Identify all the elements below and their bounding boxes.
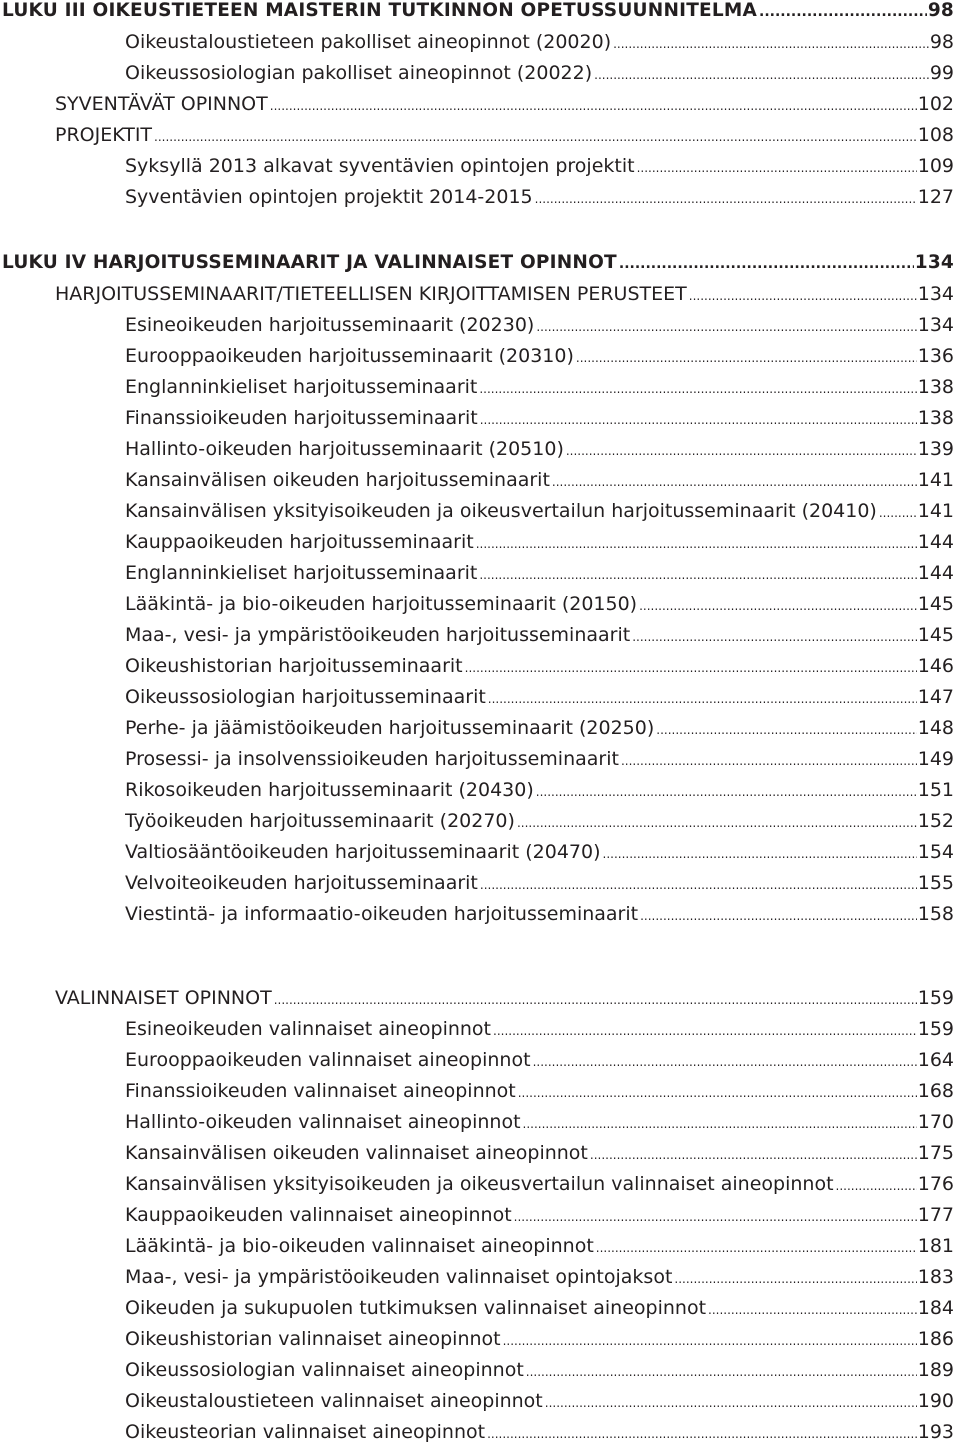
toc-entry-title: Hallinto-oikeuden valinnaiset aineopinnot: [125, 1111, 521, 1133]
toc-entry-page-number: 158: [917, 903, 954, 925]
toc-entry-title: Kansainvälisen oikeuden harjoitusseminaarit: [125, 469, 550, 491]
toc-entry-page-number: 190: [917, 1390, 954, 1412]
toc-entry[interactable]: [125, 748, 954, 779]
toc-entry-page-number: 177: [917, 1204, 954, 1226]
toc-entry-page-number: 144: [917, 562, 954, 584]
toc-entry[interactable]: [125, 438, 954, 469]
toc-entry-page-number: 183: [917, 1266, 954, 1288]
toc-entry-title: Englanninkieliset harjoitusseminaarit: [125, 376, 478, 398]
toc-entry-title: SYVENTÄVÄT OPINNOT: [55, 93, 268, 115]
toc-entry[interactable]: [125, 500, 954, 531]
toc-entry-title: Englanninkieliset harjoitusseminaarit: [125, 562, 478, 584]
toc-entry-title: Finanssioikeuden valinnaiset aineopinnot: [125, 1080, 516, 1102]
toc-entry[interactable]: [125, 1359, 954, 1390]
toc-entry-title: Lääkintä- ja bio-oikeuden harjoitusseminaarit (20150): [125, 593, 638, 615]
toc-entry-title: Oikeushistorian valinnaiset aineopinnot: [125, 1328, 501, 1350]
toc-entry-title: Eurooppaoikeuden valinnaiset aineopinnot: [125, 1049, 531, 1071]
dot-leader: [536, 785, 917, 799]
toc-entry-title: Perhe- ja jäämistöoikeuden harjoitusseminaarit (20250): [125, 717, 655, 739]
toc-entry-page-number: 155: [917, 872, 954, 894]
toc-entry-title: Kauppaoikeuden valinnaiset aineopinnot: [125, 1204, 512, 1226]
toc-entry[interactable]: [125, 314, 954, 345]
dot-leader: [759, 4, 927, 20]
dot-leader: [552, 475, 917, 489]
toc-entry-page-number: 151: [917, 779, 954, 801]
toc-entry[interactable]: [125, 1173, 954, 1204]
toc-entry-title: Maa-, vesi- ja ympäristöoikeuden harjoitusseminaarit: [125, 624, 631, 646]
toc-entry[interactable]: [125, 655, 954, 686]
toc-entry[interactable]: [125, 1204, 954, 1235]
toc-entry[interactable]: [125, 345, 954, 376]
toc-entry[interactable]: [125, 1018, 954, 1049]
toc-entry[interactable]: [125, 1390, 954, 1421]
toc-entry[interactable]: [125, 562, 954, 593]
dot-leader: [274, 993, 917, 1007]
toc-entry-page-number: 152: [917, 810, 954, 832]
toc-entry[interactable]: [125, 531, 954, 562]
toc-entry-title: Prosessi- ja insolvenssioikeuden harjoitusseminaarit: [125, 748, 619, 770]
toc-entry-page-number: 164: [917, 1049, 954, 1071]
toc-entry-page-number: 134: [917, 283, 954, 305]
toc-entry-page-number: 148: [917, 717, 954, 739]
dot-leader: [270, 99, 917, 113]
dot-leader: [480, 878, 917, 892]
toc-entry[interactable]: [125, 469, 954, 500]
dot-leader: [613, 37, 929, 51]
toc-entry-title: Esineoikeuden harjoitusseminaarit (20230): [125, 314, 535, 336]
toc-entry[interactable]: [125, 407, 954, 438]
dot-leader: [637, 161, 917, 175]
toc-entry-page-number: 170: [917, 1111, 954, 1133]
dot-leader: [566, 444, 917, 458]
toc-entry-page-number: 181: [917, 1235, 954, 1257]
toc-entry[interactable]: [125, 1328, 954, 1359]
dot-leader: [514, 1210, 917, 1224]
toc-entry-title: Kansainvälisen yksityisoikeuden ja oikeusvertailun harjoitusseminaarit (20410): [125, 500, 877, 522]
dot-leader: [545, 1396, 917, 1410]
toc-entry-page-number: 159: [917, 1018, 954, 1040]
toc-entry[interactable]: [125, 717, 954, 748]
toc-entry-page-number: 146: [917, 655, 954, 677]
toc-entry-title: Oikeustaloustieteen pakolliset aineopinnot (20020): [125, 31, 612, 53]
dot-leader: [689, 289, 917, 303]
toc-entry[interactable]: [125, 1049, 954, 1080]
dot-leader: [476, 537, 917, 551]
toc-entry-title: Kansainvälisen oikeuden valinnaiset aineopinnot: [125, 1142, 588, 1164]
toc-entry[interactable]: [125, 155, 954, 186]
toc-entry-page-number: 189: [917, 1359, 954, 1381]
toc-entry-title: Oikeussosiologian valinnaiset aineopinnot: [125, 1359, 524, 1381]
toc-entry[interactable]: [125, 376, 954, 407]
toc-entry[interactable]: [125, 31, 954, 62]
toc-entry-title: Kauppaoikeuden harjoitusseminaarit: [125, 531, 474, 553]
toc-entry[interactable]: [125, 903, 954, 934]
dot-leader: [603, 847, 917, 861]
toc-entry[interactable]: [125, 841, 954, 872]
dot-leader: [523, 1117, 917, 1131]
dot-leader: [480, 413, 917, 427]
dot-leader: [518, 1086, 917, 1100]
toc-entry[interactable]: [55, 93, 954, 124]
toc-entry[interactable]: [125, 62, 954, 93]
dot-leader: [879, 506, 917, 520]
toc-entry-title: PROJEKTIT: [55, 124, 153, 146]
toc-entry[interactable]: [125, 1235, 954, 1266]
toc-entry[interactable]: [2, 252, 954, 283]
toc-entry-page-number: 145: [917, 593, 954, 615]
dot-leader: [487, 1427, 917, 1441]
toc-entry-title: Eurooppaoikeuden harjoitusseminaarit (20310): [125, 345, 574, 367]
toc-entry-title: Työoikeuden harjoitusseminaarit (20270): [125, 810, 515, 832]
toc-entry-title: Lääkintä- ja bio-oikeuden valinnaiset aineopinnot: [125, 1235, 594, 1257]
toc-entry-page-number: 109: [917, 155, 954, 177]
toc-entry-title: Kansainvälisen yksityisoikeuden ja oikeusvertailun valinnaiset aineopinnot: [125, 1173, 834, 1195]
dot-leader: [533, 1055, 917, 1069]
toc-entry-title: Hallinto-oikeuden harjoitusseminaarit (20510): [125, 438, 564, 460]
toc-entry-page-number: 99: [929, 62, 954, 84]
dot-leader: [621, 754, 917, 768]
toc-entry-page-number: 108: [917, 124, 954, 146]
dot-leader: [619, 256, 914, 272]
toc-entry-title: LUKU III OIKEUSTIETEEN MAISTERIN TUTKINNON OPETUSSUUNNITELMA: [2, 0, 757, 21]
dot-leader: [640, 909, 917, 923]
toc-entry-title: Oikeussosiologian harjoitusseminaarit: [125, 686, 486, 708]
toc-entry-page-number: 98: [927, 0, 954, 21]
toc-entry-page-number: 102: [917, 93, 954, 115]
dot-leader: [594, 68, 929, 82]
toc-entry-page-number: 136: [917, 345, 954, 367]
dot-leader: [488, 692, 917, 706]
dot-leader: [836, 1179, 917, 1193]
toc-entry[interactable]: [125, 810, 954, 841]
dot-leader: [526, 1365, 917, 1379]
dot-leader: [517, 816, 917, 830]
toc-entry-title: Maa-, vesi- ja ympäristöoikeuden valinnaiset opintojaksot: [125, 1266, 673, 1288]
toc-entry-title: Esineoikeuden valinnaiset aineopinnot: [125, 1018, 492, 1040]
toc-entry-page-number: 141: [917, 500, 954, 522]
toc-entry-title: Viestintä- ja informaatio-oikeuden harjoitusseminaarit: [125, 903, 639, 925]
toc-entry-title: Syventävien opintojen projektit 2014-2015: [125, 186, 533, 208]
dot-leader: [536, 320, 916, 334]
toc-entry-page-number: 127: [917, 186, 954, 208]
toc-entry-page-number: 175: [917, 1142, 954, 1164]
toc-entry-page-number: 186: [917, 1328, 954, 1350]
toc-entry-page-number: 98: [929, 31, 954, 53]
dot-leader: [708, 1303, 917, 1317]
toc-entry[interactable]: [125, 186, 954, 217]
toc-entry-title: Finanssioikeuden harjoitusseminaarit: [125, 407, 478, 429]
toc-entry[interactable]: [125, 1111, 954, 1142]
toc-entry-title: Oikeushistorian harjoitusseminaarit: [125, 655, 463, 677]
toc-entry-title: Oikeussosiologian pakolliset aineopinnot (20022): [125, 62, 593, 84]
toc-entry-page-number: 138: [917, 407, 954, 429]
toc-entry-page-number: 159: [917, 987, 954, 1009]
toc-entry-page-number: 134: [914, 252, 954, 273]
toc-entry[interactable]: [125, 624, 954, 655]
toc-entry[interactable]: [125, 593, 954, 624]
dot-leader: [576, 351, 917, 365]
toc-entry-title: Valtiosääntöoikeuden harjoitusseminaarit (20470): [125, 841, 601, 863]
toc-entry[interactable]: [125, 1080, 954, 1111]
toc-entry-page-number: 147: [917, 686, 954, 708]
dot-leader: [674, 1272, 916, 1286]
toc-entry-page-number: 134: [917, 314, 954, 336]
toc-entry-page-number: 149: [917, 748, 954, 770]
toc-entry-title: LUKU IV HARJOITUSSEMINAARIT JA VALINNAISET OPINNOT: [2, 252, 617, 273]
dot-leader: [590, 1148, 917, 1162]
dot-leader: [479, 382, 916, 396]
dot-leader: [639, 599, 917, 613]
toc-entry-page-number: 176: [917, 1173, 954, 1195]
toc-entry-title: Oikeustaloustieteen valinnaiset aineopinnot: [125, 1390, 543, 1412]
toc-entry-title: Rikosoikeuden harjoitusseminaarit (20430): [125, 779, 534, 801]
toc-entry-page-number: 145: [917, 624, 954, 646]
dot-leader: [154, 130, 917, 144]
toc-entry-title: HARJOITUSSEMINAARIT/TIETEELLISEN KIRJOITTAMISEN PERUSTEET: [55, 283, 687, 305]
toc-entry[interactable]: [125, 686, 954, 717]
toc-entry-page-number: 154: [917, 841, 954, 863]
dot-leader: [503, 1334, 917, 1348]
toc-entry[interactable]: [55, 124, 954, 155]
toc-entry-page-number: 144: [917, 531, 954, 553]
toc-entry[interactable]: [125, 1142, 954, 1173]
toc-entry-page-number: 139: [917, 438, 954, 460]
toc-entry-page-number: 168: [917, 1080, 954, 1102]
toc-entry-title: Syksyllä 2013 alkavat syventävien opintojen projektit: [125, 155, 635, 177]
toc-entry-page-number: 184: [917, 1297, 954, 1319]
toc-entry-page-number: 138: [917, 376, 954, 398]
toc-entry[interactable]: [55, 283, 954, 314]
toc-entry[interactable]: [125, 1421, 954, 1452]
dot-leader: [596, 1241, 917, 1255]
toc-entry-title: Oikeusteorian valinnaiset aineopinnot: [125, 1421, 486, 1443]
toc-entry[interactable]: [125, 1266, 954, 1297]
toc-entry-title: Velvoiteoikeuden harjoitusseminaarit: [125, 872, 478, 894]
toc-entry-page-number: 141: [917, 469, 954, 491]
toc-entry[interactable]: [125, 1297, 954, 1328]
toc-entry[interactable]: [125, 872, 954, 903]
toc-entry[interactable]: [125, 779, 954, 810]
dot-leader: [656, 723, 916, 737]
dot-leader: [479, 568, 916, 582]
dot-leader: [632, 630, 917, 644]
toc-entry-title: VALINNAISET OPINNOT: [55, 987, 272, 1009]
dot-leader: [535, 192, 917, 206]
toc-entry[interactable]: [55, 987, 954, 1018]
dot-leader: [465, 661, 917, 675]
toc-entry-title: Oikeuden ja sukupuolen tutkimuksen valinnaiset aineopinnot: [125, 1297, 707, 1319]
toc-entry-page-number: 193: [917, 1421, 954, 1443]
toc-entry[interactable]: [2, 0, 954, 31]
dot-leader: [493, 1024, 917, 1038]
